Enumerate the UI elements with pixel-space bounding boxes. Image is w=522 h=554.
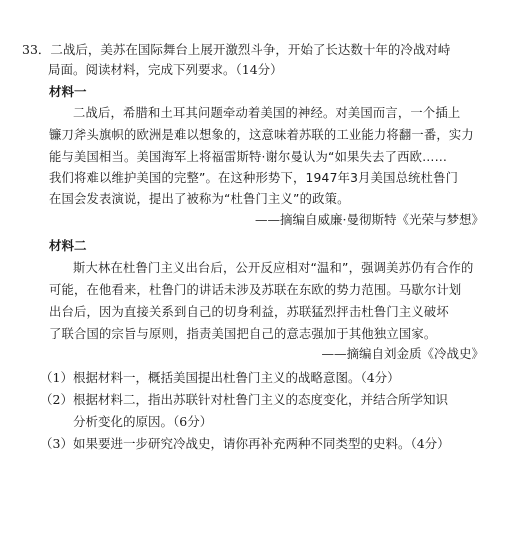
material-2-source: ——摘编自刘金质《冷战史》 <box>321 346 484 361</box>
question-intro-line-1: 33．二战后，美苏在国际舞台上展开激烈斗争，开始了长达数十年的冷战对峙 <box>22 42 451 57</box>
requirement-1: （1）根据材料一，概括美国提出杜鲁门主义的战略意图。（4分） <box>40 370 400 385</box>
material-1-line: 能与美国相当。美国海军上将福雷斯特·谢尔曼认为“如果失去了西欧…… <box>49 150 448 164</box>
requirement-3: （3）如果要进一步研究冷战史，请你再补充两种不同类型的史料。（4分） <box>40 436 450 451</box>
material-2-line: 出台后，因为直接关系到自己的切身利益，苏联猛烈抨击杜鲁门主义破坏 <box>49 305 449 319</box>
requirement-2: （2）根据材料二，指出苏联针对杜鲁门主义的态度变化，并结合所学知识 <box>40 392 448 407</box>
material-1-line: 二战后，希腊和土耳其问题牵动着美国的神经。对美国而言，一个插上 <box>73 106 461 120</box>
material-1-title: 材料一 <box>49 84 87 99</box>
question-intro-line-2: 局面。阅读材料，完成下列要求。（14分） <box>48 62 283 77</box>
material-2-line: 可能，在他看来，杜鲁门的讲话未涉及苏联在东欧的势力范围。马歇尔计划 <box>49 283 462 297</box>
material-1-source: ——摘编自威廉·曼彻斯特《光荣与梦想》 <box>255 212 484 227</box>
material-1-line: 镰刀斧头旗帜的欧洲是难以想象的，这意味着苏联的工业能力将翻一番，实力 <box>49 128 474 142</box>
material-1-line: 我们将难以维护美国的完整”。在这种形势下，1947年3月美国总统杜鲁门 <box>49 171 459 185</box>
material-2-line: 了联合国的宗旨与原则，指责美国把自己的意志强加于其他独立国家。 <box>49 327 437 341</box>
requirement-2-continued: 分析变化的原因。（6分） <box>73 414 213 429</box>
material-2-line: 斯大林在杜鲁门主义出台后，公开反应相对“温和”，强调美苏仍有合作的 <box>73 261 474 275</box>
material-1-line: 在国会发表演说，提出了被称为“杜鲁门主义”的政策。 <box>49 192 350 206</box>
material-2-title: 材料二 <box>49 238 87 253</box>
